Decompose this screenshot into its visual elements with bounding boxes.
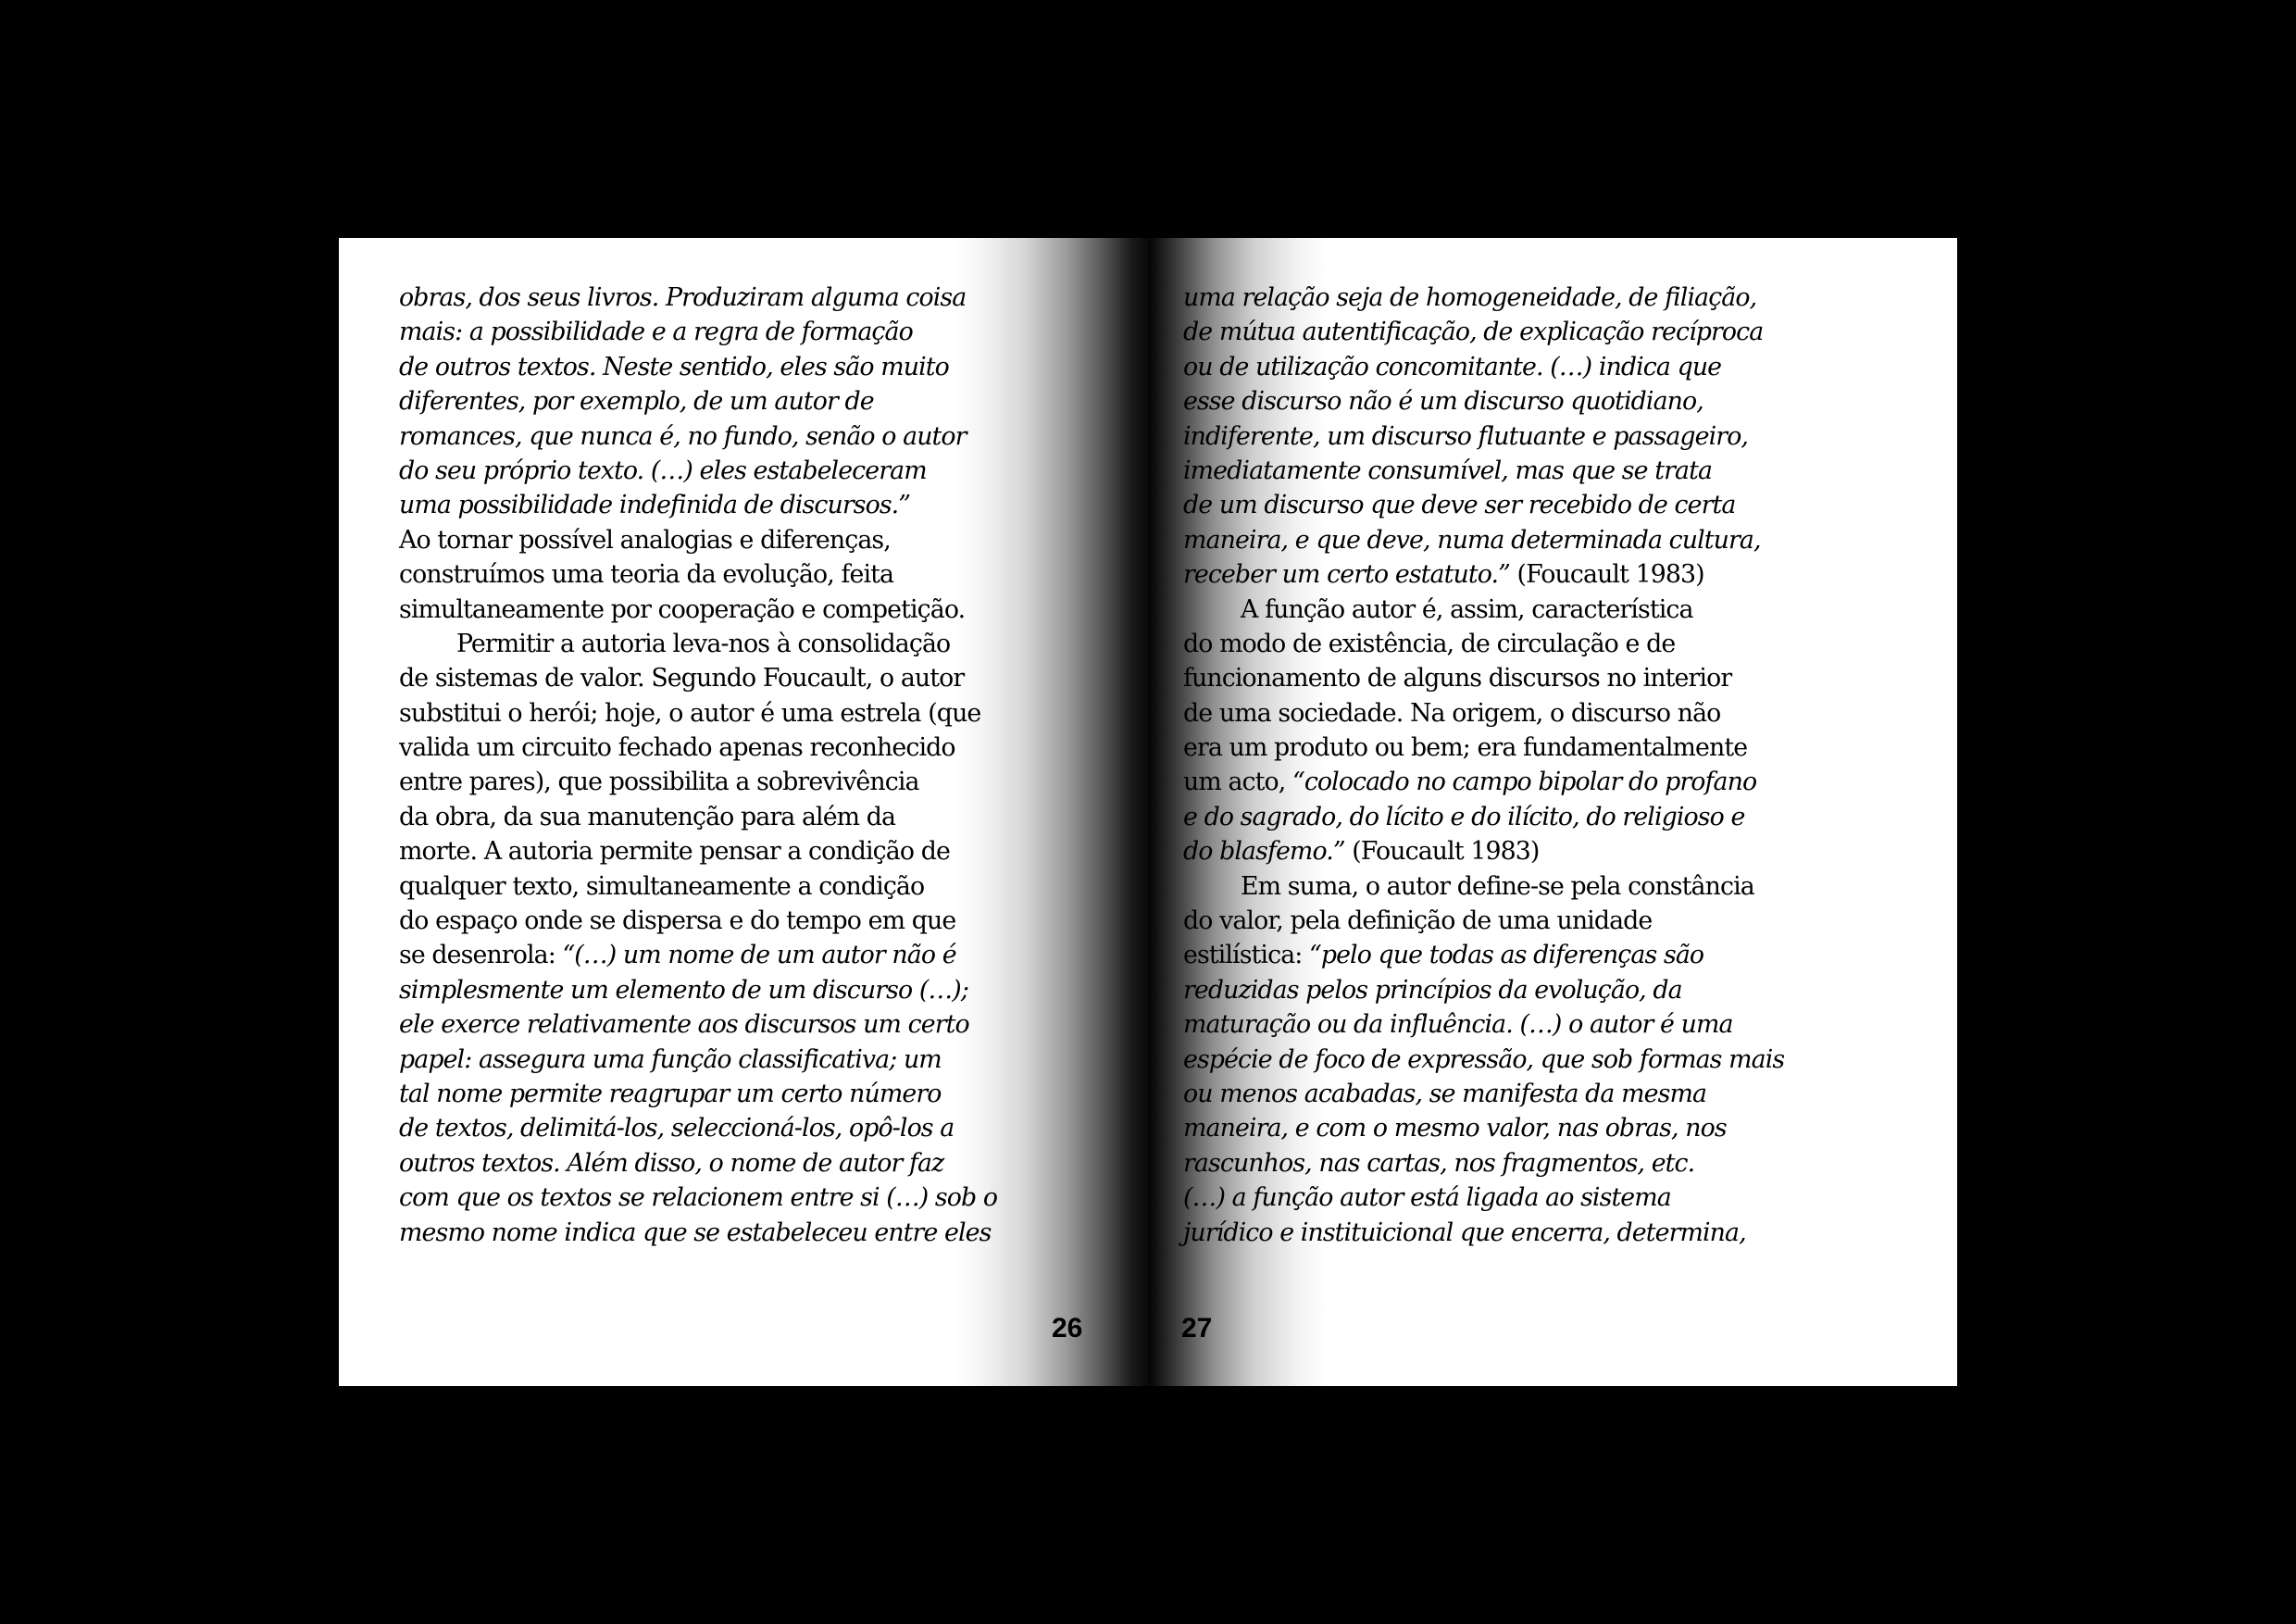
text-line xyxy=(399,1111,1010,1145)
text-segment: (Foucault 1983) xyxy=(1509,560,1704,590)
text-segment: de sistemas de valor. Segundo Foucault, o autor xyxy=(399,664,965,693)
text-line xyxy=(399,454,1010,488)
text-segment: um acto, xyxy=(1183,768,1293,797)
text-segment: se desenrola: xyxy=(399,941,563,970)
text-segment: da obra, da sua manutenção para além da xyxy=(399,802,896,831)
left-page xyxy=(339,238,1148,1386)
text-segment: entre pares), que possibilita a sobrevivência xyxy=(399,768,919,797)
text-line xyxy=(1183,350,1794,384)
text-line xyxy=(1183,488,1794,522)
italic-quote-segment: obras, dos seus livros. Produziram alguma coisa xyxy=(399,283,967,312)
italic-quote-segment: ou menos acabadas, se manifesta da mesma xyxy=(1183,1079,1707,1108)
right-page-text xyxy=(1183,281,1794,1250)
text-segment: estilística: xyxy=(1183,941,1310,970)
text-line xyxy=(399,488,1010,522)
italic-quote-segment: (…) a função autor está ligada ao sistema xyxy=(1183,1183,1671,1213)
italic-quote-segment: do seu próprio texto. (…) eles estabeleceram xyxy=(399,456,927,485)
text-line xyxy=(399,350,1010,384)
text-line xyxy=(1183,523,1794,557)
text-segment: de uma sociedade. Na origem, o discurso não xyxy=(1183,698,1721,728)
text-segment: valida um circuito fechado apenas reconhecido xyxy=(399,733,955,763)
italic-quote-segment: diferentes, por exemplo, de um autor de xyxy=(399,387,874,417)
left-page-text xyxy=(399,281,1010,1250)
text-line xyxy=(399,1146,1010,1181)
right-page xyxy=(1148,238,1957,1386)
text-line xyxy=(399,1181,1010,1215)
text-segment: morte. A autoria permite pensar a condição de xyxy=(399,837,950,867)
text-line xyxy=(399,1077,1010,1111)
italic-quote-segment: e do sagrado, do lícito e do ilícito, do religioso e xyxy=(1183,802,1745,831)
text-line xyxy=(399,731,1010,765)
text-line xyxy=(1183,904,1794,938)
text-line xyxy=(1183,454,1794,488)
text-line xyxy=(399,523,1010,557)
book-spread xyxy=(339,238,1957,1386)
italic-quote-segment: receber um certo estatuto.” xyxy=(1183,560,1510,590)
italic-quote-segment: maneira, e com o mesmo valor, nas obras, nos xyxy=(1183,1114,1727,1143)
text-line xyxy=(1183,869,1794,904)
italic-quote-segment: papel: assegura uma função classificativa; um xyxy=(399,1044,942,1074)
text-line xyxy=(1183,1216,1794,1250)
text-segment: do espaço onde se dispersa e do tempo em que xyxy=(399,906,956,936)
text-line xyxy=(1183,384,1794,418)
text-line xyxy=(399,696,1010,731)
text-line xyxy=(399,1043,1010,1077)
italic-quote-segment: de textos, delimitá-los, seleccioná-los, opô-los a xyxy=(399,1114,955,1143)
italic-quote-segment: mais: a possibilidade e a regra de formação xyxy=(399,318,913,347)
text-line xyxy=(1183,661,1794,695)
text-line xyxy=(1183,973,1794,1007)
italic-quote-segment: mesmo nome indica que se estabeleceu entre eles xyxy=(399,1218,992,1247)
text-line xyxy=(1183,1043,1794,1077)
text-line xyxy=(399,419,1010,454)
italic-quote-segment: romances, que nunca é, no fundo, senão o autor xyxy=(399,421,967,451)
text-line xyxy=(399,973,1010,1007)
text-line xyxy=(1183,315,1794,349)
text-line xyxy=(1183,800,1794,834)
italic-quote-segment: tal nome permite reagrupar um certo número xyxy=(399,1079,942,1108)
text-segment: construímos uma teoria da evolução, feita xyxy=(399,560,894,590)
text-line xyxy=(399,765,1010,799)
page-number-right: 27 xyxy=(1181,1313,1213,1343)
italic-quote-segment: jurídico e instituicional que encerra, determina, xyxy=(1183,1218,1746,1247)
text-line xyxy=(399,904,1010,938)
text-line xyxy=(1183,834,1794,868)
italic-quote-segment: esse discurso não é um discurso quotidiano, xyxy=(1183,387,1703,417)
text-line xyxy=(1183,1077,1794,1111)
italic-quote-segment: de mútua autentificação, de explicação recíproca xyxy=(1183,318,1764,347)
text-line xyxy=(1183,281,1794,315)
italic-quote-segment: maneira, e que deve, numa determinada cultura, xyxy=(1183,525,1761,555)
text-line xyxy=(399,557,1010,592)
text-line xyxy=(1183,593,1794,627)
text-line xyxy=(1183,627,1794,661)
italic-quote-segment: espécie de foco de expressão, que sob formas mais xyxy=(1183,1044,1785,1074)
text-segment: Ao tornar possível analogias e diferenças, xyxy=(399,525,891,555)
text-line xyxy=(1183,1111,1794,1145)
text-line xyxy=(399,938,1010,972)
text-line xyxy=(1183,1181,1794,1215)
italic-quote-segment: reduzidas pelos princípios da evolução, da xyxy=(1183,975,1682,1005)
text-line xyxy=(399,869,1010,904)
italic-quote-segment: uma relação seja de homogeneidade, de filiação, xyxy=(1183,283,1757,312)
italic-quote-segment: imediatamente consumível, mas que se trata xyxy=(1183,456,1713,485)
text-line xyxy=(1183,765,1794,799)
text-segment: Em suma, o autor define-se pela constância xyxy=(1241,871,1754,901)
italic-quote-segment: do blasfemo.” xyxy=(1183,837,1345,867)
italic-quote-segment: de um discurso que deve ser recebido de certa xyxy=(1183,491,1736,520)
italic-quote-segment: ou de utilização concomitante. (…) indica que xyxy=(1183,352,1722,381)
text-line xyxy=(1183,696,1794,731)
italic-quote-segment: com que os textos se relacionem entre si (…) sob o xyxy=(399,1183,998,1213)
italic-quote-segment: outros textos. Além disso, o nome de autor faz xyxy=(399,1148,944,1178)
text-segment: (Foucault 1983) xyxy=(1344,837,1540,867)
text-line xyxy=(399,593,1010,627)
italic-quote-segment: ele exerce relativamente aos discursos um certo xyxy=(399,1010,969,1040)
text-segment: era um produto ou bem; era fundamentalmente xyxy=(1183,733,1748,763)
text-line xyxy=(399,800,1010,834)
text-line xyxy=(399,627,1010,661)
text-line xyxy=(399,281,1010,315)
text-line xyxy=(1183,1146,1794,1181)
text-segment: do modo de existência, de circulação e de xyxy=(1183,629,1676,658)
text-line xyxy=(1183,938,1794,972)
italic-quote-segment: rascunhos, nas cartas, nos fragmentos, etc. xyxy=(1183,1148,1695,1178)
text-segment: funcionamento de alguns discursos no interior xyxy=(1183,664,1732,693)
italic-quote-segment: de outros textos. Neste sentido, eles são muito xyxy=(399,352,949,381)
text-line xyxy=(1183,557,1794,592)
text-line xyxy=(399,1007,1010,1042)
italic-quote-segment: “(…) um nome de um autor não é xyxy=(562,941,956,970)
italic-quote-segment: maturação ou da influência. (…) o autor é uma xyxy=(1183,1010,1733,1040)
text-segment: substitui o herói; hoje, o autor é uma estrela (que xyxy=(399,698,981,728)
text-line xyxy=(1183,419,1794,454)
text-line xyxy=(399,1216,1010,1250)
italic-quote-segment: “colocado no campo bipolar do profano xyxy=(1292,768,1757,797)
italic-quote-segment: indiferente, um discurso flutuante e passageiro, xyxy=(1183,421,1749,451)
italic-quote-segment: simplesmente um elemento de um discurso (…); xyxy=(399,975,968,1005)
text-line xyxy=(1183,1007,1794,1042)
italic-quote-segment: “pelo que todas as diferenças são xyxy=(1309,941,1704,970)
text-segment: simultaneamente por cooperação e competição. xyxy=(399,594,966,624)
text-line xyxy=(1183,731,1794,765)
page-number-left: 26 xyxy=(1052,1313,1083,1343)
text-segment: Permitir a autoria leva-nos à consolidação xyxy=(456,629,951,658)
text-line xyxy=(399,315,1010,349)
text-segment: qualquer texto, simultaneamente a condição xyxy=(399,871,925,901)
text-segment: A função autor é, assim, característica xyxy=(1241,594,1693,624)
text-line xyxy=(399,384,1010,418)
text-line xyxy=(399,834,1010,868)
text-line xyxy=(399,661,1010,695)
text-segment: do valor, pela definição de uma unidade xyxy=(1183,906,1653,936)
italic-quote-segment: uma possibilidade indefinida de discursos.” xyxy=(399,491,911,520)
